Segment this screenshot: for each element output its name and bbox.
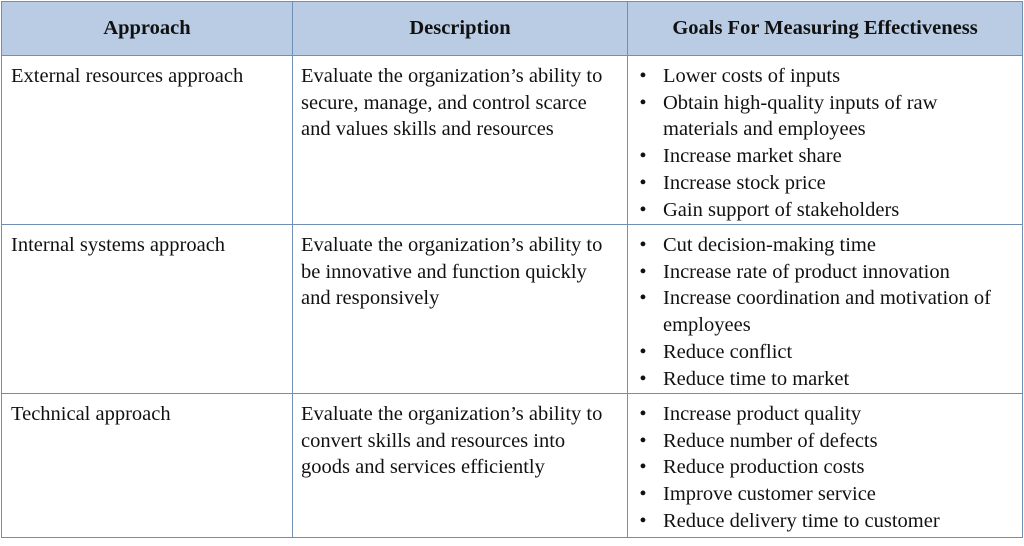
goal-item xyxy=(628,454,1016,481)
bullet-icon: • xyxy=(639,234,647,256)
bullet-icon: • xyxy=(639,260,647,283)
approach-cell xyxy=(2,394,293,538)
goal-item xyxy=(628,508,1016,535)
goals-cell xyxy=(628,56,1023,225)
table-row xyxy=(2,56,1023,225)
bullet-icon: • xyxy=(639,145,647,168)
description-cell xyxy=(293,225,628,394)
goal-item xyxy=(628,259,1016,286)
goal-text: Lower costs of inputs xyxy=(663,65,841,87)
goals-list xyxy=(628,56,1022,223)
approach-description: Evaluate the organization’s ability to be innovative and function quickly and responsively xyxy=(301,234,603,310)
goals-cell xyxy=(628,225,1023,394)
goal-item xyxy=(628,285,1016,338)
bullet-icon: • xyxy=(639,340,647,363)
approach-name: Technical approach xyxy=(11,403,171,425)
goal-text: Cut decision-making time xyxy=(663,234,876,256)
goals-list xyxy=(628,225,1022,392)
effectiveness-table xyxy=(1,1,1023,538)
goal-item xyxy=(628,232,1016,259)
bullet-icon: • xyxy=(639,65,647,87)
goal-item xyxy=(628,143,1016,170)
goal-text: Reduce delivery time to customer xyxy=(663,509,940,532)
approach-cell xyxy=(2,225,293,394)
description-cell xyxy=(293,394,628,538)
header-description: Description xyxy=(293,2,628,56)
approach-description: Evaluate the organization’s ability to convert skills and resources into goods and services efficiently xyxy=(301,403,603,479)
goal-text: Reduce conflict xyxy=(663,340,793,363)
bullet-icon: • xyxy=(639,456,647,479)
goal-text: Improve customer service xyxy=(663,483,876,506)
goal-text: Obtain high-quality inputs of raw materials and employees xyxy=(663,91,938,141)
bullet-icon: • xyxy=(639,91,647,114)
goal-text: Increase market share xyxy=(663,145,842,168)
goal-text: Reduce production costs xyxy=(663,456,865,479)
goal-text: Increase product quality xyxy=(663,403,862,425)
bullet-icon: • xyxy=(639,509,647,532)
goal-item xyxy=(628,63,1016,90)
bullet-icon: • xyxy=(639,198,647,221)
goal-text: Increase coordination and motivation of employees xyxy=(663,287,991,337)
bullet-icon: • xyxy=(639,403,647,425)
approach-description: Evaluate the organization’s ability to secure, manage, and control scarce and values skills and resources xyxy=(301,65,603,141)
table-header-row xyxy=(2,2,1023,56)
description-cell xyxy=(293,56,628,225)
bullet-icon: • xyxy=(639,171,647,194)
goal-text: Reduce time to market xyxy=(663,367,850,390)
approach-name: External resources approach xyxy=(11,65,244,87)
goal-text: Reduce number of defects xyxy=(663,429,878,452)
goal-item xyxy=(628,90,1016,143)
approach-cell xyxy=(2,56,293,225)
goal-item xyxy=(628,170,1016,197)
goal-item xyxy=(628,366,1016,393)
table-row xyxy=(2,225,1023,394)
approach-name: Internal systems approach xyxy=(11,234,226,256)
table-row xyxy=(2,394,1023,538)
header-approach: Approach xyxy=(2,2,293,56)
bullet-icon: • xyxy=(639,367,647,390)
goal-text: Increase stock price xyxy=(663,171,826,194)
goal-item xyxy=(628,428,1016,455)
bullet-icon: • xyxy=(639,287,647,310)
goal-item xyxy=(628,339,1016,366)
goal-item xyxy=(628,481,1016,508)
goal-item xyxy=(628,197,1016,224)
goal-text: Increase rate of product innovation xyxy=(663,260,950,283)
goals-list xyxy=(628,394,1022,535)
goals-cell xyxy=(628,394,1023,538)
header-goals: Goals For Measuring Effectiveness xyxy=(628,2,1023,56)
bullet-icon: • xyxy=(639,429,647,452)
goal-text: Gain support of stakeholders xyxy=(663,198,900,221)
bullet-icon: • xyxy=(639,483,647,506)
goal-item xyxy=(628,401,1016,428)
